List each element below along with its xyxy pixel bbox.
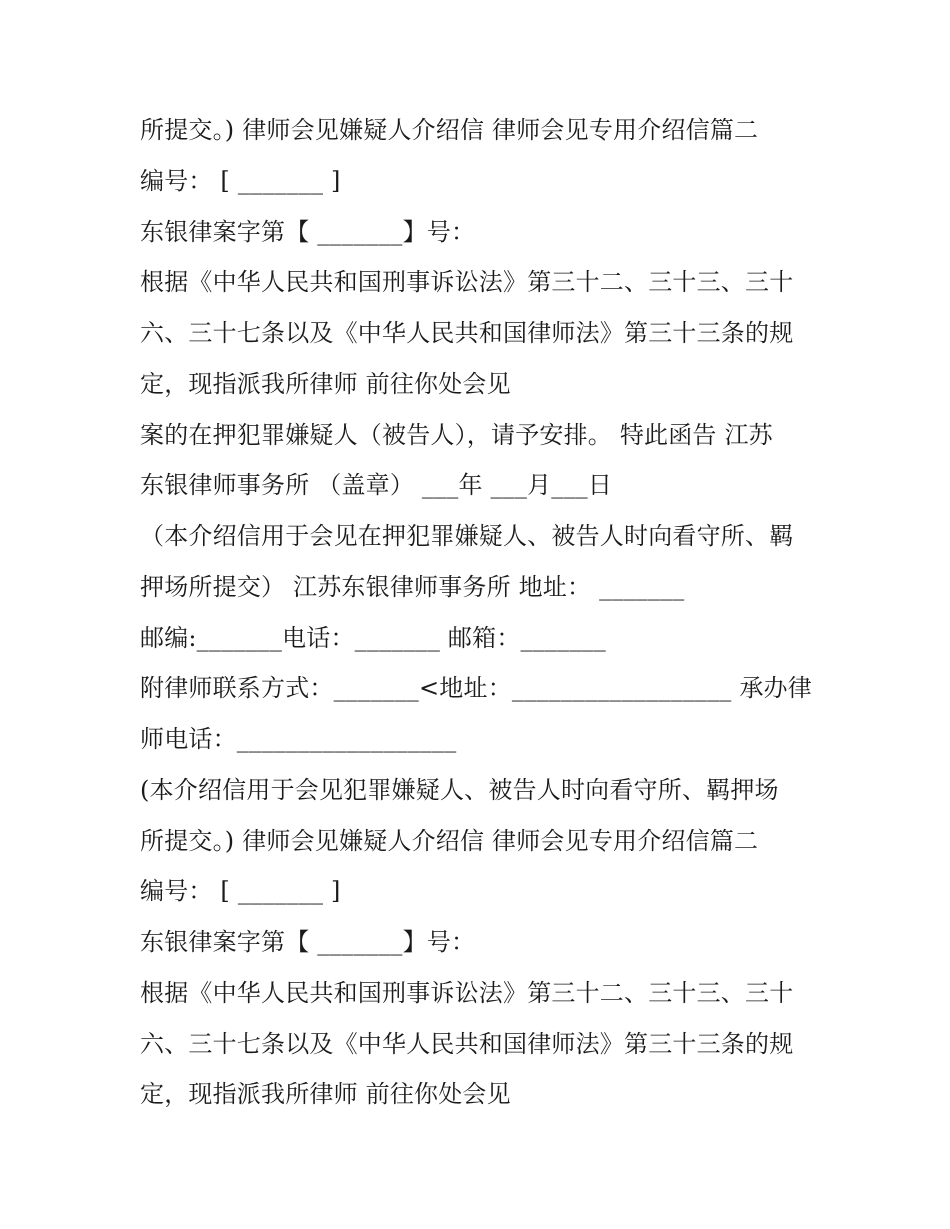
text-line: 定，现指派我所律师 前往你处会见 xyxy=(140,370,511,398)
text-line: （本介绍信用于会见在押犯罪嫌疑人、被告人时向看守所、羁 xyxy=(140,522,794,550)
text-line: 定，现指派我所律师 前往你处会见 xyxy=(140,1080,511,1108)
text-line: 所提交。) 律师会见嫌疑人介绍信 律师会见专用介绍信篇二 xyxy=(140,116,759,144)
text-line: 编号： [ _______ ] xyxy=(140,167,341,195)
text-line: 东银律案字第【 _______】号： xyxy=(140,928,476,956)
text-line: 案的在押犯罪嫌疑人（被告人），请予安排。 特此函告 江苏 xyxy=(140,421,773,449)
text-line: 根据《中华人民共和国刑事诉讼法》第三十二、三十三、三十 xyxy=(140,268,794,296)
text-line: 六、三十七条以及《中华人民共和国律师法》第三十三条的规 xyxy=(140,319,794,347)
text-line: 编号： [ _______ ] xyxy=(140,877,341,905)
text-line: 邮编:_______电话：_______ 邮箱：_______ xyxy=(140,624,606,652)
text-line: 东银律案字第【 _______】号： xyxy=(140,218,476,246)
text-line: 根据《中华人民共和国刑事诉讼法》第三十二、三十三、三十 xyxy=(140,979,794,1007)
text-line: 六、三十七条以及《中华人民共和国律师法》第三十三条的规 xyxy=(140,1030,794,1058)
text-line: 附律师联系方式：_______<地址：__________________ 承办律 xyxy=(140,674,812,702)
text-line: 东银律师事务所 （盖章） ___年 ___月___日 xyxy=(140,471,613,499)
text-line: 师电话：__________________ xyxy=(140,725,457,753)
text-line: (本介绍信用于会见犯罪嫌疑人、被告人时向看守所、羁押场 xyxy=(140,776,779,804)
text-line: 押场所提交） 江苏东银律师事务所 地址： _______ xyxy=(140,573,685,601)
text-line: 所提交。) 律师会见嫌疑人介绍信 律师会见专用介绍信篇二 xyxy=(140,827,759,855)
